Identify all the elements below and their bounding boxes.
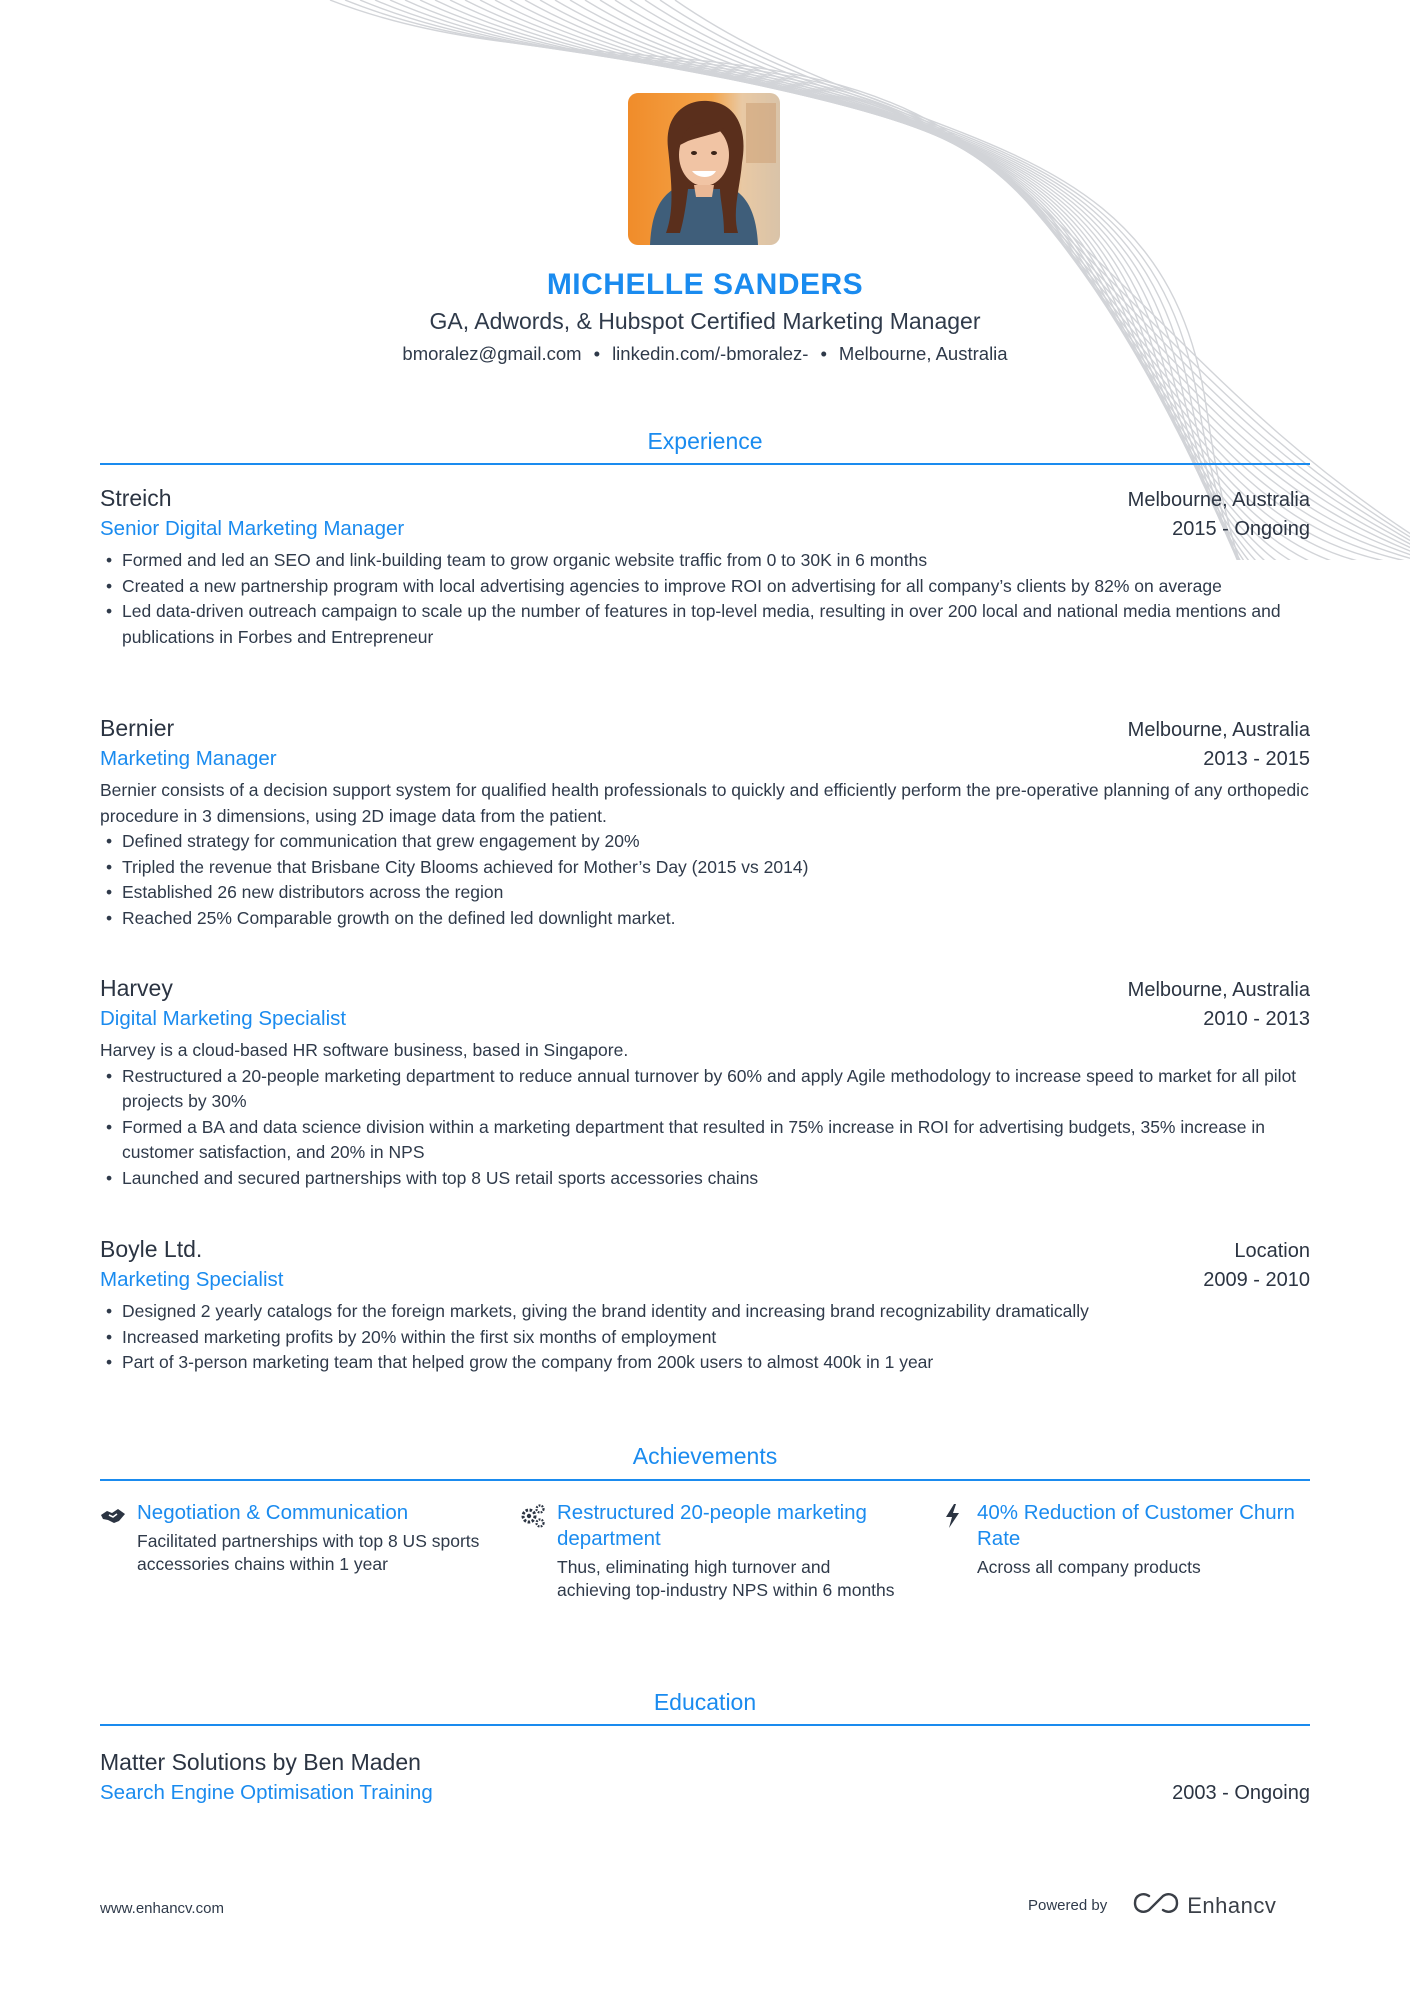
- job-dates: 2010 - 2013: [1203, 1008, 1310, 1030]
- bullet-list: [100, 1064, 1310, 1192]
- school-name: Matter Solutions by Ben Maden: [100, 1749, 421, 1775]
- bullet-list: [100, 1299, 1310, 1376]
- linkedin-link[interactable]: linkedin.com/-bmoralez-: [612, 343, 809, 364]
- separator-dot: •: [820, 343, 827, 364]
- section-divider: [100, 1724, 1310, 1726]
- candidate-name: MICHELLE SANDERS: [546, 268, 864, 301]
- achievement-description: Across all company products: [977, 1557, 1201, 1577]
- list-item: • Part of 3-person marketing team that helped grow the company from 200k users to almost 400k in 1 year: [100, 1350, 1310, 1376]
- company-description: Harvey is a cloud-based HR software business, based in Singapore.: [100, 1040, 629, 1060]
- gears-icon: [520, 1503, 546, 1529]
- brand-name[interactable]: Enhancv: [1187, 1892, 1277, 1918]
- candidate-title: GA, Adwords, & Hubspot Certified Marketing Manager: [429, 308, 981, 334]
- footer-website-link[interactable]: www.enhancv.com: [100, 1900, 224, 1917]
- list-item: • Established 26 new distributors across the region: [100, 880, 1310, 906]
- lightning-icon: [940, 1503, 966, 1529]
- experience-entry: [100, 1236, 1310, 1376]
- experience-entry: [100, 715, 1310, 931]
- list-item: • Restructured a 20-people marketing department to reduce annual turnover by 60% and apply Agile methodology to increase speed to market for all pilot projects by 30%: [100, 1064, 1310, 1115]
- section-divider: [100, 463, 1310, 465]
- job-dates: 2009 - 2010: [1203, 1269, 1310, 1291]
- company-name: Boyle Ltd.: [100, 1236, 203, 1262]
- achievement-title: Restructured 20-people marketing department: [557, 1501, 867, 1550]
- job-dates: 2013 - 2015: [1203, 748, 1310, 770]
- section-divider: [100, 1479, 1310, 1481]
- list-item: • Defined strategy for communication that grew engagement by 20%: [100, 829, 1310, 855]
- achievement-title: Negotiation & Communication: [137, 1501, 409, 1524]
- achievement-item: [940, 1500, 1320, 1579]
- list-item: • Designed 2 yearly catalogs for the foreign markets, giving the brand identity and increasing brand recognizability dramatically: [100, 1299, 1310, 1325]
- resume-header: [0, 268, 1410, 365]
- footer-branding: [1028, 1891, 1276, 1920]
- job-location: Melbourne, Australia: [1127, 719, 1310, 741]
- contact-line: [0, 343, 1410, 365]
- job-location: Melbourne, Australia: [1127, 979, 1310, 1001]
- list-item: • Formed and led an SEO and link-building team to grow organic website traffic from 0 to 30K in 6 months: [100, 548, 1310, 574]
- company-name: Bernier: [100, 715, 175, 741]
- enhancv-logo-icon: [1133, 1891, 1179, 1920]
- list-item: • Reached 25% Comparable growth on the defined led downlight market.: [100, 906, 1310, 932]
- achievement-item: [100, 1500, 480, 1576]
- profile-photo: [628, 93, 780, 245]
- list-item: • Led data-driven outreach campaign to scale up the number of features in top-level media, resulting in over 200 local and national media mentions and publications in Forbes and Entrepreneur: [100, 599, 1310, 650]
- section-title-education: Education: [653, 1689, 757, 1715]
- bullet-list: [100, 829, 1310, 931]
- company-description: Bernier consists of a decision support system for qualified health professionals to quickly and efficiently perform the pre-operative planning of any orthopedic procedure in 3 dimensions, using 2D image data from the patient.: [100, 780, 1309, 826]
- achievement-item: [520, 1500, 900, 1602]
- experience-entry: [100, 485, 1310, 650]
- company-name: Harvey: [100, 975, 173, 1001]
- section-title-achievements: Achievements: [632, 1443, 778, 1469]
- achievement-title: 40% Reduction of Customer Churn Rate: [977, 1501, 1295, 1550]
- experience-entry: [100, 975, 1310, 1191]
- list-item: • Formed a BA and data science division within a marketing department that resulted in 75% increase in ROI for advertising budgets, 35% increase in customer satisfaction, and 20% in NPS: [100, 1115, 1310, 1166]
- job-role: Marketing Specialist: [100, 1268, 284, 1291]
- separator-dot: •: [593, 343, 601, 364]
- handshake-icon: [100, 1503, 126, 1529]
- company-name: Streich: [100, 485, 172, 511]
- job-location: Melbourne, Australia: [1127, 489, 1310, 511]
- location-text: Melbourne, Australia: [838, 343, 1008, 364]
- job-role: Digital Marketing Specialist: [100, 1007, 347, 1030]
- list-item: • Created a new partnership program with local advertising agencies to improve ROI on advertising for all company’s clients by 82% on average: [100, 574, 1310, 600]
- list-item: • Tripled the revenue that Brisbane City Blooms achieved for Mother’s Day (2015 vs 2014): [100, 855, 1310, 881]
- job-role: Senior Digital Marketing Manager: [100, 517, 405, 540]
- education-entry: [100, 1749, 1310, 1805]
- section-title-experience: Experience: [647, 428, 763, 454]
- list-item: • Increased marketing profits by 20% within the first six months of employment: [100, 1325, 1310, 1351]
- list-item: • Launched and secured partnerships with top 8 US retail sports accessories chains: [100, 1166, 1310, 1192]
- education-program: Search Engine Optimisation Training: [100, 1781, 433, 1804]
- achievement-description: Facilitated partnerships with top 8 US sports accessories chains within 1 year: [137, 1531, 480, 1574]
- education-dates: 2003 - Ongoing: [1172, 1782, 1310, 1804]
- achievement-description: Thus, eliminating high turnover and achieving top-industry NPS within 6 months: [557, 1557, 895, 1600]
- email-link[interactable]: bmoralez@gmail.com: [402, 343, 582, 364]
- job-dates: 2015 - Ongoing: [1172, 518, 1310, 540]
- job-location: Location: [1234, 1240, 1310, 1262]
- powered-by-label: Powered by: [1028, 1897, 1108, 1914]
- job-role: Marketing Manager: [100, 747, 277, 770]
- bullet-list: [100, 548, 1310, 650]
